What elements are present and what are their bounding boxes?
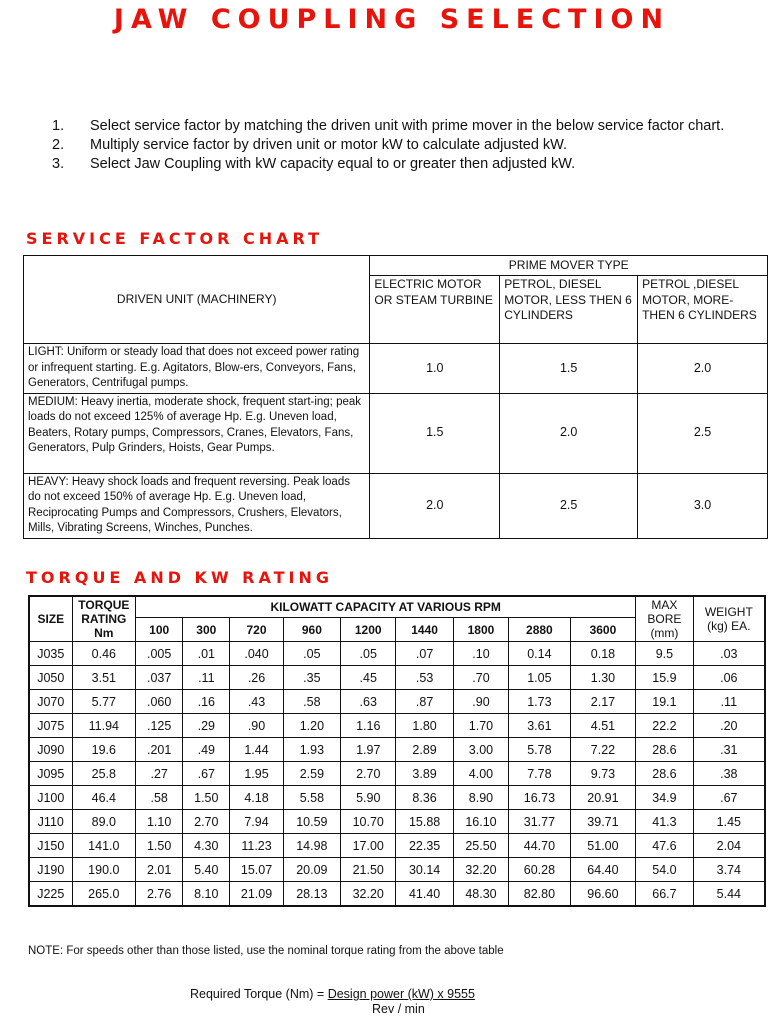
size-cell: J035 [29,642,72,666]
table-row [29,714,765,738]
kw-cell: .49 [183,738,230,762]
torque-cell: 141.0 [72,834,136,858]
table-row [29,882,765,907]
torque-cell: 11.94 [72,714,136,738]
kw-cell: .060 [136,690,183,714]
kw-cell: 1.10 [136,810,183,834]
driven-unit-header: DRIVEN UNIT (MACHINERY) [24,256,370,344]
factor-cell: 2.0 [500,393,638,473]
load-class-label: MEDIUM: [28,395,78,408]
rpm-header: 3600 [570,618,636,642]
size-cell: J075 [29,714,72,738]
bore-cell: 9.5 [636,642,693,666]
weight-cell: .31 [693,738,765,762]
kw-cell: .70 [453,666,508,690]
kw-cell: .10 [453,642,508,666]
weight-cell: 1.45 [693,810,765,834]
kw-cell: 11.23 [230,834,283,858]
kw-cell: 4.30 [183,834,230,858]
kw-capacity-header: KILOWATT CAPACITY AT VARIOUS RPM [136,596,636,618]
torque-cell: 5.77 [72,690,136,714]
kw-cell: .037 [136,666,183,690]
torque-cell: 190.0 [72,858,136,882]
rpm-header: 960 [283,618,340,642]
kw-cell: 5.78 [509,738,571,762]
rpm-header: 300 [183,618,230,642]
kw-cell: 82.80 [509,882,571,907]
kw-cell: 2.89 [396,738,453,762]
formula-lhs: Required Torque (Nm) = [190,987,328,1001]
kw-cell: 20.91 [570,786,636,810]
factor-cell: 2.5 [638,393,768,473]
kw-cell: 16.10 [453,810,508,834]
kw-cell: 3.00 [453,738,508,762]
bore-cell: 19.1 [636,690,693,714]
kw-cell: .90 [453,690,508,714]
prime-mover-petrol-more-6: PETROL ,DIESEL MOTOR, MORE-THEN 6 CYLINDERS [638,276,768,344]
weight-cell: .38 [693,762,765,786]
kw-cell: 41.40 [396,882,453,907]
kw-cell: .45 [341,666,396,690]
weight-header: WEIGHT (kg) EA. [693,596,765,642]
kw-cell: 20.09 [283,858,340,882]
kw-cell: .53 [396,666,453,690]
bore-cell: 28.6 [636,738,693,762]
step-item [52,155,752,174]
kw-cell: 32.20 [453,858,508,882]
rpm-header: 1200 [341,618,396,642]
bore-cell: 22.2 [636,714,693,738]
kw-cell: 30.14 [396,858,453,882]
load-class-label: HEAVY: [28,475,69,488]
kw-cell: 5.40 [183,858,230,882]
kw-cell: 8.90 [453,786,508,810]
table-row [29,738,765,762]
size-cell: J095 [29,762,72,786]
factor-cell: 2.5 [500,473,638,538]
kw-cell: .87 [396,690,453,714]
size-cell: J225 [29,882,72,907]
prime-mover-petrol-less-6: PETROL, DIESEL MOTOR, LESS THEN 6 CYLINDERS [500,276,638,344]
kw-cell: .58 [136,786,183,810]
rpm-header: 1440 [396,618,453,642]
table-row [29,858,765,882]
kw-cell: 0.14 [509,642,571,666]
bore-cell: 28.6 [636,762,693,786]
kw-cell: 4.00 [453,762,508,786]
kw-cell: 14.98 [283,834,340,858]
kw-cell: .005 [136,642,183,666]
kw-cell: 31.77 [509,810,571,834]
rpm-header: 100 [136,618,183,642]
kw-cell: 16.73 [509,786,571,810]
kw-cell: .040 [230,642,283,666]
kw-cell: 2.01 [136,858,183,882]
bore-cell: 41.3 [636,810,693,834]
kw-cell: 1.44 [230,738,283,762]
kw-cell: 2.17 [570,690,636,714]
kw-cell: 15.88 [396,810,453,834]
service-factor-heading: SERVICE FACTOR CHART [26,229,324,248]
factor-cell: 2.0 [370,473,500,538]
kw-cell: 96.60 [570,882,636,907]
kw-cell: 5.58 [283,786,340,810]
kw-cell: 10.59 [283,810,340,834]
size-cell: J150 [29,834,72,858]
note [28,945,504,957]
load-description: Uniform or steady load that does not exceed power rating or infrequent starting. E.g. Agitators, Blow-ers, Conveyors, Fans, Generators, Centrifugal pumps. [28,346,360,389]
kw-cell: 9.73 [570,762,636,786]
kw-cell: .125 [136,714,183,738]
kw-cell: 1.50 [183,786,230,810]
rpm-header: 720 [230,618,283,642]
prime-mover-header: PRIME MOVER TYPE [370,256,768,276]
torque-cell: 46.4 [72,786,136,810]
torque-cell: 0.46 [72,642,136,666]
kw-cell: .11 [183,666,230,690]
torque-cell: 3.51 [72,666,136,690]
bore-cell: 54.0 [636,858,693,882]
kw-cell: 32.20 [341,882,396,907]
size-cell: J050 [29,666,72,690]
rpm-header: 2880 [509,618,571,642]
medium-load-row [24,393,370,473]
kw-cell: 0.18 [570,642,636,666]
kw-cell: 2.76 [136,882,183,907]
bore-cell: 66.7 [636,882,693,907]
torque-cell: 19.6 [72,738,136,762]
note-label: NOTE: [28,945,64,957]
kw-cell: 1.70 [453,714,508,738]
kw-cell: 1.80 [396,714,453,738]
torque-header: TORQUE RATING Nm [72,596,136,642]
kw-cell: 7.22 [570,738,636,762]
formula-denominator: Rev / min [372,1002,425,1016]
light-load-row [24,344,370,394]
heavy-load-row [24,473,370,538]
table-row [29,762,765,786]
kw-cell: 8.36 [396,786,453,810]
kw-cell: 21.09 [230,882,283,907]
kw-cell: 21.50 [341,858,396,882]
kw-cell: 64.40 [570,858,636,882]
kw-cell: 48.30 [453,882,508,907]
step-number: 2. [52,137,65,153]
kw-cell: 4.18 [230,786,283,810]
kw-cell: 7.94 [230,810,283,834]
formula-numerator: Design power (kW) x 9555 [327,987,475,1001]
weight-cell: .67 [693,786,765,810]
torque-rating-heading: TORQUE AND KW RATING [26,568,334,587]
kw-cell: 2.59 [283,762,340,786]
load-description: Heavy inertia, moderate shock, frequent start-ing; peak loads do not exceed 125% of average Hp. E.g. Uneven load, Beaters, Rotary pumps, Compressors, Cranes, Elevators, Fans, Generators, Pulp Grinders, Hoists, Gear Pumps. [28,395,362,454]
step-text: Select service factor by matching the driven unit with prime mover in the below service factor chart. [90,118,725,134]
torque-formula [190,987,475,1017]
torque-cell: 89.0 [72,810,136,834]
kw-cell: 2.70 [341,762,396,786]
step-text: Multiply service factor by driven unit or motor kW to calculate adjusted kW. [90,137,568,153]
kw-cell: 1.30 [570,666,636,690]
prime-mover-electric: ELECTRIC MOTOR OR STEAM TURBINE [370,276,500,344]
kw-cell: 3.61 [509,714,571,738]
kw-cell: 1.50 [136,834,183,858]
bore-cell: 15.9 [636,666,693,690]
kw-cell: 1.16 [341,714,396,738]
kw-cell: .01 [183,642,230,666]
kw-cell: 3.89 [396,762,453,786]
weight-cell: .20 [693,714,765,738]
size-cell: J090 [29,738,72,762]
kw-cell: .05 [341,642,396,666]
table-row [29,666,765,690]
table-row [29,690,765,714]
kw-cell: 15.07 [230,858,283,882]
bore-cell: 47.6 [636,834,693,858]
weight-cell: 5.44 [693,882,765,907]
weight-cell: 2.04 [693,834,765,858]
kw-cell: .90 [230,714,283,738]
weight-cell: 3.74 [693,858,765,882]
kw-cell: .05 [283,642,340,666]
table-row [29,810,765,834]
table-row [29,786,765,810]
kw-cell: .67 [183,762,230,786]
kw-cell: 28.13 [283,882,340,907]
load-class-label: LIGHT: [28,346,64,358]
factor-cell: 3.0 [638,473,768,538]
step-text: Select Jaw Coupling with kW capacity equal to or greater then adjusted kW. [90,156,576,172]
kw-cell: 51.00 [570,834,636,858]
kw-cell: 44.70 [509,834,571,858]
size-cell: J070 [29,690,72,714]
kw-cell: 1.73 [509,690,571,714]
torque-cell: 25.8 [72,762,136,786]
load-description: Heavy shock loads and frequent reversing. Peak loads do not exceed 150% of average Hp. E.g. Uneven load, Reciprocating Pumps and Compressors, Crushers, Elevators, Mills, Vibrating Screens, Winches, Punches. [28,475,350,534]
page-title: JAW COUPLING SELECTION [113,4,671,35]
kw-cell: 10.70 [341,810,396,834]
max-bore-header: MAX BORE (mm) [636,596,693,642]
factor-cell: 1.5 [500,344,638,394]
rpm-header: 1800 [453,618,508,642]
kw-cell: 5.90 [341,786,396,810]
factor-cell: 1.0 [370,344,500,394]
factor-cell: 1.5 [370,393,500,473]
step-item [52,117,752,136]
selection-steps [52,117,752,174]
table-row [29,834,765,858]
kw-cell: 1.95 [230,762,283,786]
kw-cell: 1.97 [341,738,396,762]
kw-cell: 4.51 [570,714,636,738]
table-row [29,642,765,666]
kw-cell: .43 [230,690,283,714]
weight-cell: .11 [693,690,765,714]
kw-cell: 1.93 [283,738,340,762]
service-factor-table [23,255,768,539]
kw-cell: .58 [283,690,340,714]
kw-cell: .29 [183,714,230,738]
kw-cell: .63 [341,690,396,714]
kw-cell: 1.20 [283,714,340,738]
kw-cell: .26 [230,666,283,690]
step-number: 1. [52,118,65,134]
kw-cell: .16 [183,690,230,714]
size-cell: J100 [29,786,72,810]
step-item [52,136,752,155]
size-header: SIZE [29,596,72,642]
kw-cell: 60.28 [509,858,571,882]
kw-cell: 2.70 [183,810,230,834]
size-cell: J110 [29,810,72,834]
kw-cell: .27 [136,762,183,786]
bore-cell: 34.9 [636,786,693,810]
kw-cell: 25.50 [453,834,508,858]
kw-cell: .35 [283,666,340,690]
kw-cell: 7.78 [509,762,571,786]
step-number: 3. [52,156,65,172]
torque-cell: 265.0 [72,882,136,907]
kw-cell: 1.05 [509,666,571,690]
kw-cell: 17.00 [341,834,396,858]
size-cell: J190 [29,858,72,882]
kw-cell: 8.10 [183,882,230,907]
weight-cell: .06 [693,666,765,690]
kw-cell: .201 [136,738,183,762]
kw-cell: 39.71 [570,810,636,834]
torque-kw-table [28,595,766,907]
factor-cell: 2.0 [638,344,768,394]
kw-cell: 22.35 [396,834,453,858]
kw-cell: .07 [396,642,453,666]
weight-cell: .03 [693,642,765,666]
note-text: For speeds other than those listed, use the nominal torque rating from the above table [63,945,504,957]
